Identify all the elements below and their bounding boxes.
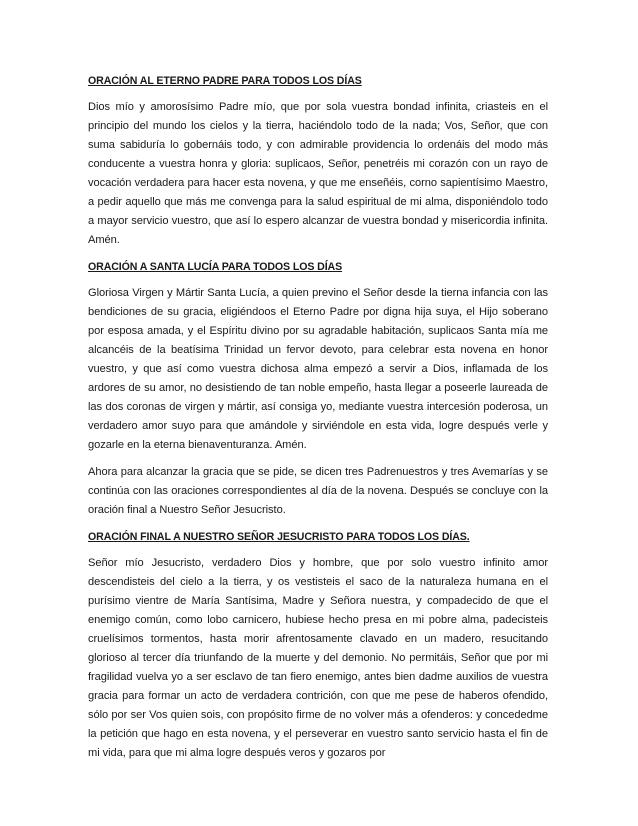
section-heading-eterno-padre: ORACIÓN AL ETERNO PADRE PARA TODOS LOS DÍAS bbox=[88, 75, 362, 87]
paragraph-santa-lucia: Gloriosa Virgen y Mártir Santa Lucía, a quien previno el Señor desde la tierna infancia con las bendiciones de su gracia, eligiéndoos el Eterno Padre por digna hija suya, el Hijo soberano por esposa amada, y el Espíritu divino por su agradable habitación, suplicaos Santa mía me alcancéis de la beatísima Trinidad un fervor devoto, para celebrar esta novena en honor vuestro, y que así como vuestra dichosa alma empezó a servir a Dios, inflamada de los ardores de su amor, no desistiendo de tan noble empeño, hasta llegar a poseerle laureada de las dos coronas de virgen y mártir, así consiga yo, mediante vuestra intercesión poderosa, un verdadero amor suyo para que amándole y sirviéndole en esta vida, logre después verle y gozarle en la eterna bienaventuranza. Amén. bbox=[88, 287, 548, 451]
paragraph-jesucristo: Señor mío Jesucristo, verdadero Dios y hombre, que por solo vuestro infinito amor descendisteis del cielo a la tierra, y os vestisteis el saco de la naturaleza humana en el purísimo vientre de María Santísima, Madre y Señora nuestra, y compadecido de que el enemigo común, como lobo carnicero, hubiese hecho presa en mi pobre alma, padecisteis cruelísimos tormentos, hasta morir afrentosamente clavado en un madero, resucitando glorioso al tercer día triunfando de la muerte y del demonio. No permitáis, Señor que por mi fragilidad vuelva yo a ser esclavo de tan fiero enemigo, antes bien dadme auxilios de vuestra gracia para formar un acto de verdadera contrición, con que me pese de haberos ofendido, sólo por ser Vos quien sois, con propósito firme de no volver más a ofenderos: y concededme la petición que hago en esta novena, y el perseverar en vuestro santo servicio hasta el fin de mi vida, para que mi alma logre después veros y gozaros por bbox=[88, 557, 548, 759]
section-heading-jesucristo: ORACIÓN FINAL A NUESTRO SEÑOR JESUCRISTO PARA TODOS LOS DÍAS. bbox=[88, 531, 470, 543]
paragraph-instructions: Ahora para alcanzar la gracia que se pide, se dicen tres Padrenuestros y tres Avemarías y se continúa con las oraciones correspondientes al día de la novena. Después se concluye con la oración final a Nuestro Señor Jesucristo. bbox=[88, 466, 548, 516]
section-heading-santa-lucia: ORACIÓN A SANTA LUCÍA PARA TODOS LOS DÍAS bbox=[88, 261, 343, 273]
paragraph-eterno-padre: Dios mío y amorosísimo Padre mío, que por sola vuestra bondad infinita, criasteis en el principio del mundo los cielos y la tierra, haciéndolo todo de la nada; Vos, Señor, que con suma sabiduría lo gobernáis todo, y con admirable providencia lo ordenáis del modo más conducente a vuestra honra y gloria: suplicaos, Señor, penetréis mi corazón con un rayo de vocación verdadera para hacer esta novena, y que me enseñéis, corno sapientísimo Maestro, a pedir aquello que más me convenga para la salud espiritual de mi alma, disponiéndolo todo a mayor servicio vuestro, que así lo espero alcanzar de vuestra bondad y misericordia infinita. Amén. bbox=[88, 101, 548, 246]
document-page bbox=[88, 74, 548, 771]
